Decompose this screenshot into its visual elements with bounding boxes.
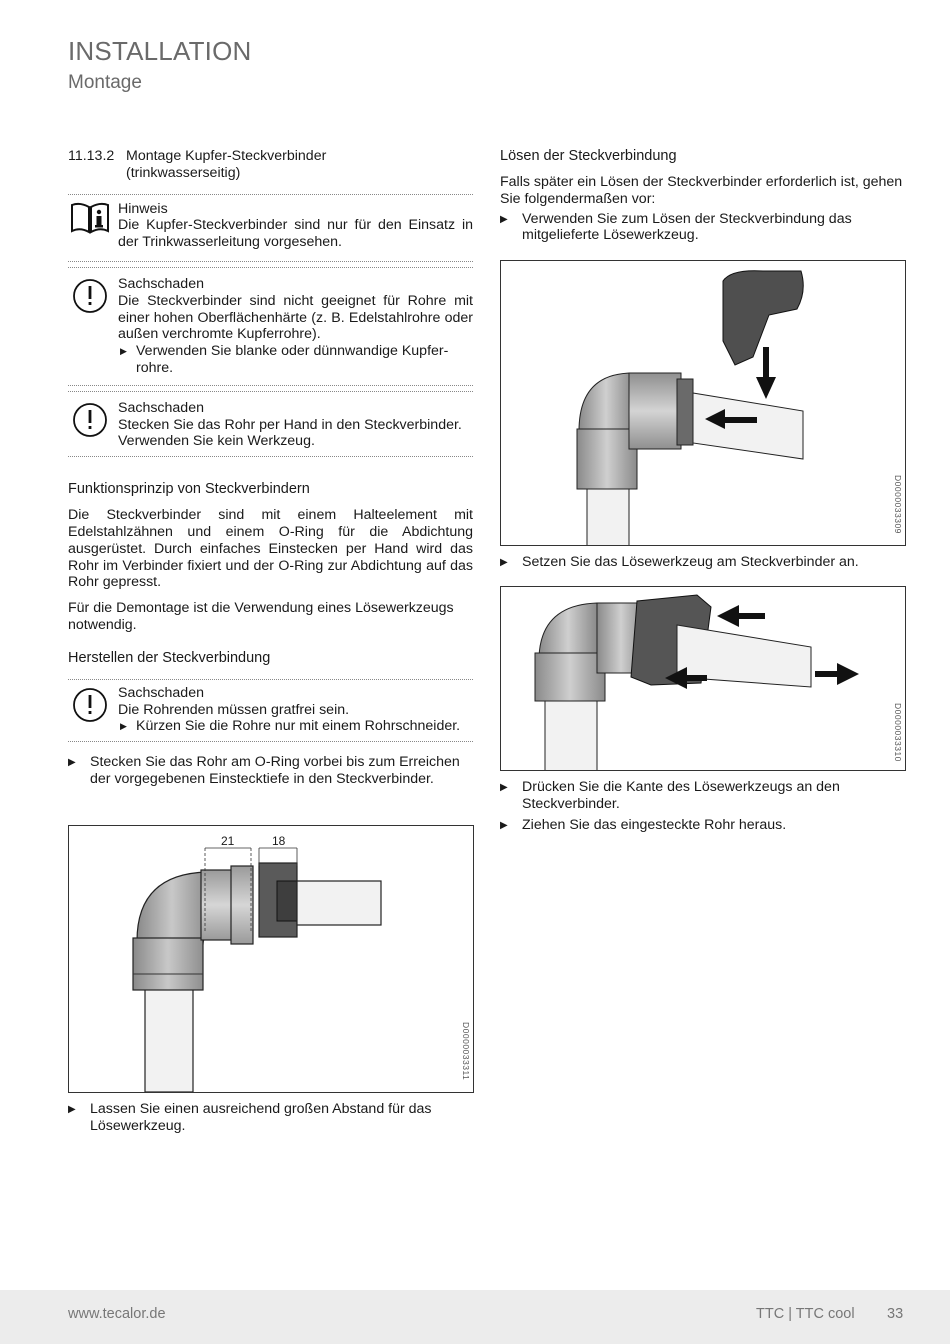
note-text: Die Kupfer-Steckverbinder sind nur für den Einsatz in der Trinkwasserleitung vorgesehen. bbox=[118, 217, 473, 251]
step-use-tool bbox=[500, 211, 905, 245]
func-paragraph-1: Die Steckverbinder sind mit einem Halteelement mit Edelstahlzähnen und einem O-Ring für die Abdichtung ausgerüstet. Durch einfaches Einstecken per Hand wird das Rohr im Verbinder fixiert und der O-Ring zur Abdichtung auf das Rohr gepresst. bbox=[68, 507, 473, 591]
figure-insertion-depth bbox=[68, 825, 474, 1093]
triangle-right-icon: ▶ bbox=[500, 213, 508, 225]
dimension-label-21: 21 bbox=[221, 834, 235, 848]
step-text: Verwenden Sie zum Lösen der Steckverbindung das mitgelieferte Lösewerkzeug. bbox=[522, 210, 852, 244]
figure-code: D0000033311 bbox=[461, 1022, 471, 1081]
triangle-right-icon: ▶ bbox=[120, 721, 127, 732]
exclamation-circle-icon bbox=[68, 276, 118, 377]
dimension-label-18: 18 bbox=[272, 834, 286, 848]
warning-bullet-text: Kürzen Sie die Rohre nur mit einem Rohrschneider. bbox=[136, 718, 461, 735]
release-heading: Lösen der Steckverbindung bbox=[500, 148, 677, 164]
warning-title: Sachschaden bbox=[118, 399, 204, 416]
warning-sachschaden-1 bbox=[68, 268, 473, 383]
section-heading bbox=[68, 148, 473, 182]
figure-press-and-pull bbox=[500, 586, 906, 771]
note-title: Hinweis bbox=[118, 200, 168, 217]
triangle-right-icon: ▶ bbox=[68, 1104, 76, 1115]
right-step-2 bbox=[500, 554, 905, 571]
triangle-right-icon: ▶ bbox=[500, 782, 508, 793]
section-number: 11.13.2 bbox=[68, 148, 115, 164]
section-title-line1: Montage Kupfer-Steckverbinder bbox=[126, 148, 327, 164]
step-leave-distance bbox=[68, 1101, 473, 1135]
triangle-right-icon: ▶ bbox=[120, 346, 127, 357]
step-pull-pipe bbox=[500, 817, 905, 834]
step-text: Stecken Sie das Rohr am O-Ring vorbei bis zum Erreichen der vorgegebenen Einstecktiefe in den Steckverbinder. bbox=[90, 754, 460, 788]
right-column bbox=[500, 148, 905, 244]
exclamation-circle-icon bbox=[68, 400, 118, 450]
page-header-subtitle: Montage bbox=[68, 72, 142, 93]
figure-attach-tool bbox=[500, 260, 906, 546]
footer-url[interactable]: www.tecalor.de bbox=[68, 1306, 166, 1322]
figure-code: D0000033310 bbox=[893, 703, 903, 762]
warning-text: Die Rohrenden müssen gratfrei sein. bbox=[118, 701, 350, 718]
step-set-tool bbox=[500, 554, 905, 571]
step-press-edge bbox=[500, 779, 905, 813]
warning-title: Sachschaden bbox=[118, 275, 204, 292]
triangle-right-icon: ▶ bbox=[500, 819, 508, 831]
section-title-line2: (trinkwasserseitig) bbox=[126, 164, 241, 181]
warning-sachschaden-2 bbox=[68, 392, 473, 456]
warning-bullet bbox=[118, 343, 473, 377]
page-number: 33 bbox=[887, 1306, 904, 1322]
figure-code: D0000033309 bbox=[893, 475, 903, 534]
func-paragraph-2: Für die Demontage ist die Verwendung eines Lösewerkzeugs notwendig. bbox=[68, 600, 454, 633]
release-paragraph: Falls später ein Lösen der Steckverbinder erforderlich ist, gehen Sie folgendermaßen vor: bbox=[500, 174, 903, 207]
step-text: Drücken Sie die Kante des Lösewerkzeugs an den Steckverbinder. bbox=[522, 779, 840, 812]
left-column-bottom bbox=[68, 1101, 473, 1135]
step-insert-pipe bbox=[68, 754, 473, 788]
step-text: Setzen Sie das Lösewerkzeug am Steckverbinder an. bbox=[522, 554, 859, 570]
func-heading: Funktionsprinzip von Steckverbindern bbox=[68, 481, 310, 498]
info-book-icon bbox=[68, 201, 118, 251]
footer-product: TTC | TTC cool bbox=[756, 1306, 855, 1322]
warning-title: Sachschaden bbox=[118, 684, 204, 701]
page-header-title: INSTALLATION bbox=[68, 36, 252, 66]
warning-bullet-text: Verwenden Sie blanke oder dünnwandige Kupfer-rohre. bbox=[136, 343, 449, 376]
exclamation-circle-icon bbox=[68, 685, 118, 736]
page-footer bbox=[0, 1290, 950, 1344]
warning-text: Stecken Sie das Rohr per Hand in den Steckverbinder. Verwenden Sie kein Werkzeug. bbox=[118, 416, 462, 450]
step-text: Lassen Sie einen ausreichend großen Abstand für das Lösewerkzeug. bbox=[90, 1101, 432, 1134]
right-steps-3-4 bbox=[500, 779, 905, 834]
note-hinweis bbox=[68, 195, 473, 257]
triangle-right-icon: ▶ bbox=[68, 757, 76, 769]
step-text: Ziehen Sie das eingesteckte Rohr heraus. bbox=[522, 816, 787, 833]
warning-bullet bbox=[118, 718, 473, 735]
triangle-right-icon: ▶ bbox=[500, 557, 508, 568]
warning-text: Die Steckverbinder sind nicht geeignet für Rohre mit einer hohen Oberflächenhärte (z. B. Edelstahlrohre oder außen verchromte Kupferrohre). bbox=[118, 292, 473, 343]
left-column bbox=[68, 148, 473, 788]
make-heading: Herstellen der Steckverbindung bbox=[68, 649, 271, 666]
warning-sachschaden-3 bbox=[68, 680, 473, 742]
